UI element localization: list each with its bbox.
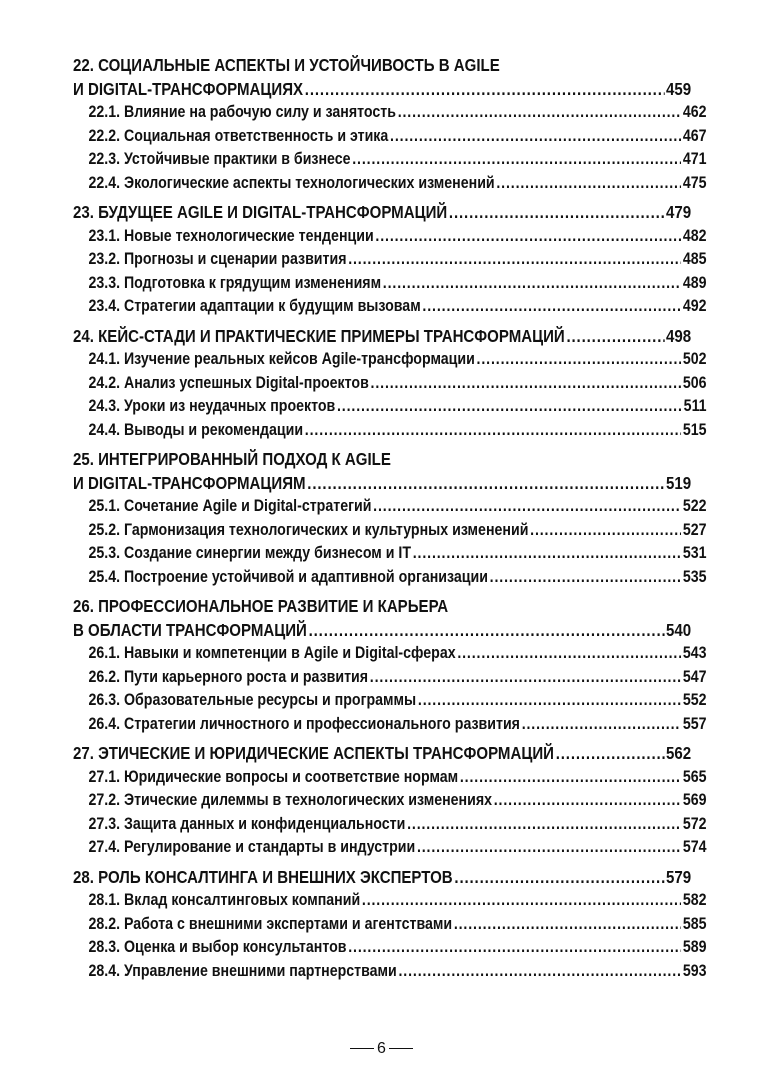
dot-leader bbox=[454, 866, 664, 890]
entry-title: 23.1. Новые технологические тенденции bbox=[88, 226, 374, 245]
dot-leader bbox=[371, 372, 682, 396]
toc-section bbox=[73, 448, 707, 589]
dot-leader bbox=[348, 248, 681, 272]
entry-title: 24. КЕЙС-СТАДИ И ПРАКТИЧЕСКИЕ ПРИМЕРЫ ТРАНСФОРМАЦИЙ bbox=[73, 325, 565, 346]
dot-leader bbox=[398, 960, 681, 984]
entry-title: 22.2. Социальная ответственность и этика bbox=[88, 126, 389, 145]
dot-leader bbox=[307, 472, 664, 496]
toc-section-heading bbox=[73, 742, 691, 766]
entry-page: 572 bbox=[682, 814, 707, 833]
toc-subsection bbox=[73, 295, 707, 319]
entry-title: 22.4. Экологические аспекты технологических изменений bbox=[88, 173, 495, 192]
dot-leader bbox=[305, 78, 664, 102]
toc-subsection bbox=[73, 272, 707, 296]
dot-leader bbox=[337, 395, 682, 419]
toc-subsection bbox=[73, 519, 707, 543]
entry-page: 462 bbox=[682, 103, 707, 121]
entry-title: 25.2. Гармонизация технологических и культурных изменений bbox=[88, 520, 529, 539]
section-title-line1: 25. ИНТЕГРИРОВАННЫЙ ПОДХОД К AGILE bbox=[73, 449, 391, 469]
toc-section bbox=[73, 325, 707, 443]
entry-title: 26.1. Навыки и компетенции в Agile и Digital-сферах bbox=[88, 644, 456, 662]
entry-page: 467 bbox=[682, 126, 707, 145]
entry-title: 24.2. Анализ успешных Digital-проектов bbox=[88, 373, 369, 392]
entry-page: 543 bbox=[682, 644, 707, 662]
entry-title: 27.1. Юридические вопросы и соответствие нормам bbox=[88, 767, 459, 786]
dot-leader bbox=[305, 419, 681, 443]
toc-subsection bbox=[73, 248, 707, 272]
page-number: 6 bbox=[377, 1040, 386, 1057]
toc-subsection bbox=[73, 348, 707, 372]
dot-leader bbox=[460, 766, 681, 790]
toc-section bbox=[73, 595, 707, 736]
toc-subsection bbox=[73, 936, 707, 960]
entry-title: 26.2. Пути карьерного роста и развития bbox=[88, 667, 369, 686]
entry-page: 479 bbox=[665, 202, 692, 222]
toc-subsection bbox=[73, 419, 707, 443]
dot-leader bbox=[454, 913, 681, 937]
toc-subsection bbox=[73, 713, 707, 737]
dot-leader bbox=[449, 201, 664, 225]
toc-section-heading bbox=[73, 325, 691, 349]
toc-section-heading bbox=[73, 472, 691, 496]
entry-page: 565 bbox=[682, 767, 707, 786]
entry-title: 28.2. Работа с внешними экспертами и агентствами bbox=[88, 914, 453, 933]
entry-title: 28.4. Управление внешними партнерствами bbox=[88, 961, 397, 980]
entry-title: 28. РОЛЬ КОНСАЛТИНГА И ВНЕШНИХ ЭКСПЕРТОВ bbox=[73, 866, 453, 887]
entry-page: 506 bbox=[682, 373, 707, 392]
dot-leader bbox=[477, 348, 682, 372]
dot-leader bbox=[373, 495, 681, 519]
dot-leader bbox=[418, 689, 681, 713]
toc-subsection bbox=[73, 836, 707, 860]
dot-leader bbox=[352, 148, 681, 172]
entry-page: 535 bbox=[682, 567, 707, 586]
toc-section-heading bbox=[73, 201, 691, 225]
footer-dash-left bbox=[350, 1048, 374, 1049]
entry-title: И DIGITAL-ТРАНСФОРМАЦИЯМ bbox=[73, 472, 306, 493]
entry-page: 585 bbox=[682, 914, 707, 933]
toc-subsection bbox=[73, 101, 707, 125]
toc-subsection bbox=[73, 148, 707, 172]
entry-title: 23.3. Подготовка к грядущим изменениям bbox=[88, 273, 382, 292]
entry-page: 502 bbox=[682, 350, 707, 368]
entry-page: 515 bbox=[682, 420, 707, 439]
table-of-contents bbox=[73, 54, 707, 989]
toc-subsection bbox=[73, 689, 707, 713]
entry-page: 522 bbox=[682, 497, 707, 515]
entry-page: 557 bbox=[682, 714, 707, 733]
dot-leader bbox=[383, 272, 681, 296]
entry-page: 459 bbox=[665, 78, 692, 99]
section-title-line1: 26. ПРОФЕССИОНАЛЬНОЕ РАЗВИТИЕ И КАРЬЕРА bbox=[73, 596, 449, 616]
toc-section bbox=[73, 742, 707, 860]
toc-subsection bbox=[73, 495, 707, 519]
entry-page: 489 bbox=[682, 273, 707, 292]
entry-page: 540 bbox=[665, 619, 692, 640]
entry-title: 23. БУДУЩЕЕ AGILE И DIGITAL-ТРАНСФОРМАЦИЙ bbox=[73, 202, 448, 222]
dot-leader bbox=[390, 125, 681, 149]
dot-leader bbox=[370, 666, 681, 690]
dot-leader bbox=[422, 295, 681, 319]
entry-title: 23.2. Прогнозы и сценарии развития bbox=[88, 250, 347, 268]
entry-page: 562 bbox=[665, 743, 692, 763]
dot-leader bbox=[556, 742, 665, 766]
entry-title: 26.3. Образовательные ресурсы и программы bbox=[88, 691, 417, 709]
entry-title: 24.3. Уроки из неудачных проектов bbox=[88, 397, 336, 415]
dot-leader bbox=[494, 789, 681, 813]
toc-subsection bbox=[73, 372, 707, 396]
toc-subsection bbox=[73, 172, 707, 196]
entry-page: 498 bbox=[665, 325, 692, 346]
toc-subsection bbox=[73, 125, 707, 149]
entry-page: 547 bbox=[682, 667, 707, 686]
entry-page: 475 bbox=[682, 173, 707, 192]
dot-leader bbox=[496, 172, 681, 196]
toc-subsection bbox=[73, 766, 707, 790]
dot-leader bbox=[413, 542, 681, 566]
toc-subsection bbox=[73, 960, 707, 984]
dot-leader bbox=[457, 642, 681, 666]
entry-title: В ОБЛАСТИ ТРАНСФОРМАЦИЙ bbox=[73, 619, 307, 640]
entry-page: 471 bbox=[682, 150, 707, 168]
entry-title: 27.4. Регулирование и стандарты в индустрии bbox=[88, 838, 416, 856]
entry-page: 519 bbox=[665, 472, 692, 493]
dot-leader bbox=[407, 813, 681, 837]
dot-leader bbox=[375, 225, 681, 249]
dot-leader bbox=[522, 713, 681, 737]
toc-section-heading bbox=[73, 78, 691, 102]
entry-title: 28.1. Вклад консалтинговых компаний bbox=[88, 891, 361, 909]
entry-page: 569 bbox=[682, 791, 707, 809]
entry-page: 531 bbox=[682, 544, 707, 562]
dot-leader bbox=[348, 936, 681, 960]
entry-page: 579 bbox=[665, 866, 692, 887]
dot-leader bbox=[490, 566, 681, 590]
entry-title: 27.2. Этические дилеммы в технологических изменениях bbox=[88, 791, 493, 809]
entry-title: 24.4. Выводы и рекомендации bbox=[88, 420, 304, 439]
section-title-line1: 22. СОЦИАЛЬНЫЕ АСПЕКТЫ И УСТОЙЧИВОСТЬ В AGILE bbox=[73, 55, 500, 75]
dot-leader bbox=[398, 101, 681, 125]
toc-section-heading bbox=[73, 619, 691, 643]
entry-page: 527 bbox=[682, 520, 707, 539]
entry-page: 492 bbox=[682, 297, 707, 315]
toc-subsection bbox=[73, 642, 707, 666]
entry-page: 574 bbox=[682, 838, 707, 856]
dot-leader bbox=[566, 325, 664, 349]
entry-title: 22.1. Влияние на рабочую силу и занятость bbox=[88, 103, 396, 121]
toc-section-heading bbox=[73, 866, 691, 890]
entry-title: 28.3. Оценка и выбор консультантов bbox=[88, 938, 347, 956]
toc-subsection bbox=[73, 889, 707, 913]
entry-title: 27. ЭТИЧЕСКИЕ И ЮРИДИЧЕСКИЕ АСПЕКТЫ ТРАНСФОРМАЦИЙ bbox=[73, 743, 554, 763]
entry-page: 485 bbox=[682, 250, 707, 268]
toc-subsection bbox=[73, 813, 707, 837]
footer-dash-right bbox=[389, 1048, 413, 1049]
toc-subsection bbox=[73, 395, 707, 419]
entry-title: 25.3. Создание синергии между бизнесом и IT bbox=[88, 544, 412, 562]
dot-leader bbox=[309, 619, 665, 643]
dot-leader bbox=[362, 889, 681, 913]
toc-subsection bbox=[73, 566, 707, 590]
toc-subsection bbox=[73, 789, 707, 813]
toc-section bbox=[73, 201, 707, 319]
entry-title: 25.1. Сочетание Agile и Digital-стратегий bbox=[88, 497, 372, 515]
page-footer bbox=[0, 1040, 763, 1058]
dot-leader bbox=[417, 836, 681, 860]
entry-title: И DIGITAL-ТРАНСФОРМАЦИЯХ bbox=[73, 78, 304, 99]
entry-page: 552 bbox=[682, 691, 707, 709]
entry-title: 23.4. Стратегии адаптации к будущим вызовам bbox=[88, 297, 421, 315]
entry-page: 593 bbox=[682, 961, 707, 980]
entry-title: 22.3. Устойчивые практики в бизнесе bbox=[88, 150, 351, 168]
toc-subsection bbox=[73, 913, 707, 937]
entry-title: 24.1. Изучение реальных кейсов Agile-трансформации bbox=[88, 350, 475, 368]
entry-page: 511 bbox=[683, 397, 707, 415]
toc-section bbox=[73, 54, 707, 195]
entry-title: 26.4. Стратегии личностного и профессионального развития bbox=[88, 714, 520, 733]
toc-section bbox=[73, 866, 707, 984]
toc-subsection bbox=[73, 542, 707, 566]
toc-subsection bbox=[73, 666, 707, 690]
entry-title: 27.3. Защита данных и конфиденциальности bbox=[88, 814, 406, 833]
entry-page: 582 bbox=[682, 891, 707, 909]
entry-page: 589 bbox=[682, 938, 707, 956]
entry-title: 25.4. Построение устойчивой и адаптивной организации bbox=[88, 567, 488, 586]
toc-subsection bbox=[73, 225, 707, 249]
entry-page: 482 bbox=[682, 226, 707, 245]
dot-leader bbox=[530, 519, 681, 543]
